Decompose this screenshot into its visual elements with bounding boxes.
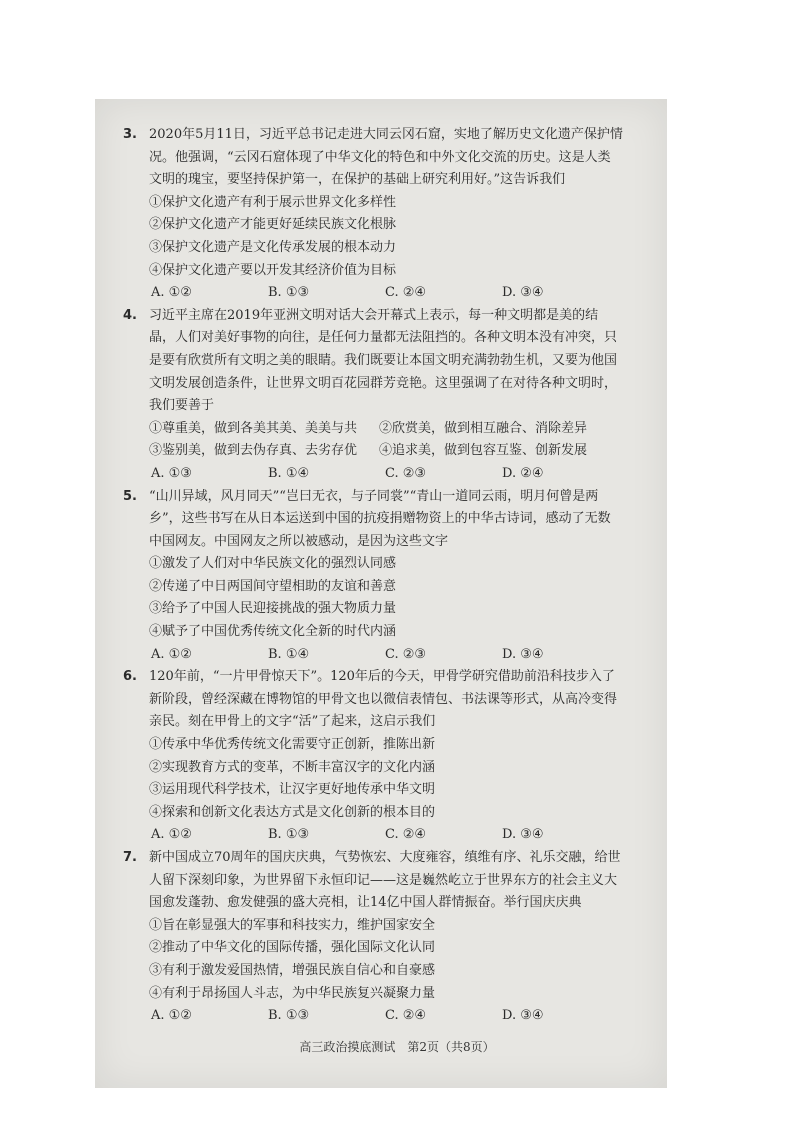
option-4: ④有利于昂扬国人斗志，为中华民族复兴凝聚力量	[149, 985, 436, 1001]
option-3: ③给予了中国人民迎接挑战的强大物质力量	[149, 601, 397, 617]
option-1: ①旨在彰显强大的军事和科技实力，维护国家安全	[149, 917, 436, 933]
choice-a: A. ①②	[151, 285, 192, 301]
question-stem: 120年前，“一片甲骨惊天下”。120年后的今天，甲骨学研究借助前沿科技步入了新阶段，曾经深藏在博物馆的甲骨文也以微信表情包、书法课等形式，从高冷变得亲民。刻在甲骨上的文字“活”了起来，这启示我们	[149, 669, 618, 730]
option-3: ③运用现代科学技术，让汉字更好地传承中华文明	[149, 782, 436, 798]
choice-b: B. ①④	[268, 465, 310, 481]
question-3	[123, 124, 623, 305]
question-number: 7.	[123, 850, 137, 865]
option-2: ②欣赏美，做到相互融合、消除差异	[379, 420, 588, 436]
choice-c: C. ②④	[385, 827, 427, 843]
choice-c: C. ②③	[385, 465, 427, 481]
choice-a: A. ①②	[151, 1008, 192, 1024]
answer-choices	[149, 644, 623, 667]
choice-c: C. ②④	[385, 285, 427, 301]
answer-choices	[149, 463, 623, 486]
option-4: ④追求美，做到包容互鉴、创新发展	[379, 443, 588, 459]
choice-c: C. ②③	[385, 646, 427, 662]
choice-d: D. ③④	[502, 646, 544, 662]
question-stem: “山川异域，风月同天”“岂曰无衣，与子同裳”“青山一道同云雨，明月何曾是两乡”，这些书写在从日本运送到中国的抗疫捐赠物资上的中华古诗词，感动了无数中国网友。中国网友之所以被感动，是因为这些文字	[149, 488, 611, 549]
option-1: ①激发了人们对中华民族文化的强烈认同感	[149, 556, 397, 572]
question-stem: 2020年5月11日，习近平总书记走进大同云冈石窟，实地了解历史文化遗产保护情况。他强调，“云冈石窟体现了中华文化的特色和中外文化交流的历史。这是人类文明的瑰宝，要坚持保护第一，在保护的基础上研究利用好。”这告诉我们	[149, 127, 623, 188]
question-number: 3.	[123, 127, 137, 142]
question-number: 4.	[123, 307, 137, 323]
option-2: ②保护文化遗产才能更好延续民族文化根脉	[149, 217, 397, 233]
question-7	[123, 847, 623, 1028]
question-5	[123, 486, 623, 667]
answer-choices	[149, 282, 623, 305]
question-6	[123, 666, 623, 847]
choice-d: D. ③④	[502, 285, 544, 301]
option-1: ①传承中华优秀传统文化需要守正创新，推陈出新	[149, 737, 436, 753]
option-4: ④赋予了中国优秀传统文化全新的时代内涵	[149, 624, 397, 640]
choice-b: B. ①③	[268, 1008, 310, 1024]
choice-a: A. ①②	[151, 827, 192, 843]
question-number: 6.	[123, 669, 137, 685]
option-4: ④保护文化遗产要以开发其经济价值为目标	[149, 262, 397, 278]
question-stem: 新中国成立70周年的国庆庆典，气势恢宏、大度雍容，缜维有序、礼乐交融，给世人留下深刻印象，为世界留下永恒印记——这是巍然屹立于世界东方的社会主义大国愈发蓬勃、愈发健强的盛大亮相，让14亿中国人群情振奋。举行国庆庆典	[149, 850, 621, 911]
option-1: ①尊重美，做到各美其美、美美与共	[149, 420, 358, 436]
option-4: ④探索和创新文化表达方式是文化创新的根本目的	[149, 804, 436, 820]
choice-d: D. ③④	[502, 827, 544, 843]
option-1: ①保护文化遗产有利于展示世界文化多样性	[149, 194, 397, 210]
choice-d: D. ②④	[502, 465, 544, 481]
option-2: ②推动了中华文化的国际传播，强化国际文化认同	[149, 940, 436, 956]
option-3: ③鉴别美，做到去伪存真、去劣存优	[149, 443, 358, 459]
choice-b: B. ①③	[268, 827, 310, 843]
choice-c: C. ②④	[385, 1008, 427, 1024]
choice-d: D. ③④	[502, 1008, 544, 1024]
answer-choices	[149, 824, 623, 847]
option-3: ③保护文化遗产是文化传承发展的根本动力	[149, 239, 397, 255]
choice-b: B. ①③	[268, 285, 310, 301]
choice-a: A. ①②	[151, 646, 192, 662]
option-3: ③有利于激发爱国热情，增强民族自信心和自豪感	[149, 962, 436, 978]
question-number: 5.	[123, 488, 137, 504]
choice-b: B. ①④	[268, 646, 310, 662]
question-list	[123, 124, 623, 1028]
option-row	[149, 418, 623, 441]
option-2: ②实现教育方式的变革，不断丰富汉字的文化内涵	[149, 759, 436, 775]
option-2: ②传递了中日两国间守望相助的友谊和善意	[149, 578, 397, 594]
choice-a: A. ①③	[151, 465, 192, 481]
question-stem: 习近平主席在2019年亚洲文明对话大会开幕式上表示，每一种文明都是美的结晶，人们对美好事物的向往，是任何力量都无法阻挡的。各种文明本没有冲突，只是要有欣赏所有文明之美的眼睛。我们既要让本国文明充满勃勃生机，又要为他国文明发展创造条件，让世界文明百花园群芳竞艳。这里强调了在对待各种文明时，我们要善于	[149, 307, 618, 414]
answer-choices	[149, 1005, 623, 1028]
page-footer: 高三政治摸底测试 第2页（共8页）	[299, 1040, 495, 1054]
question-4	[123, 305, 623, 486]
option-row	[149, 440, 623, 463]
